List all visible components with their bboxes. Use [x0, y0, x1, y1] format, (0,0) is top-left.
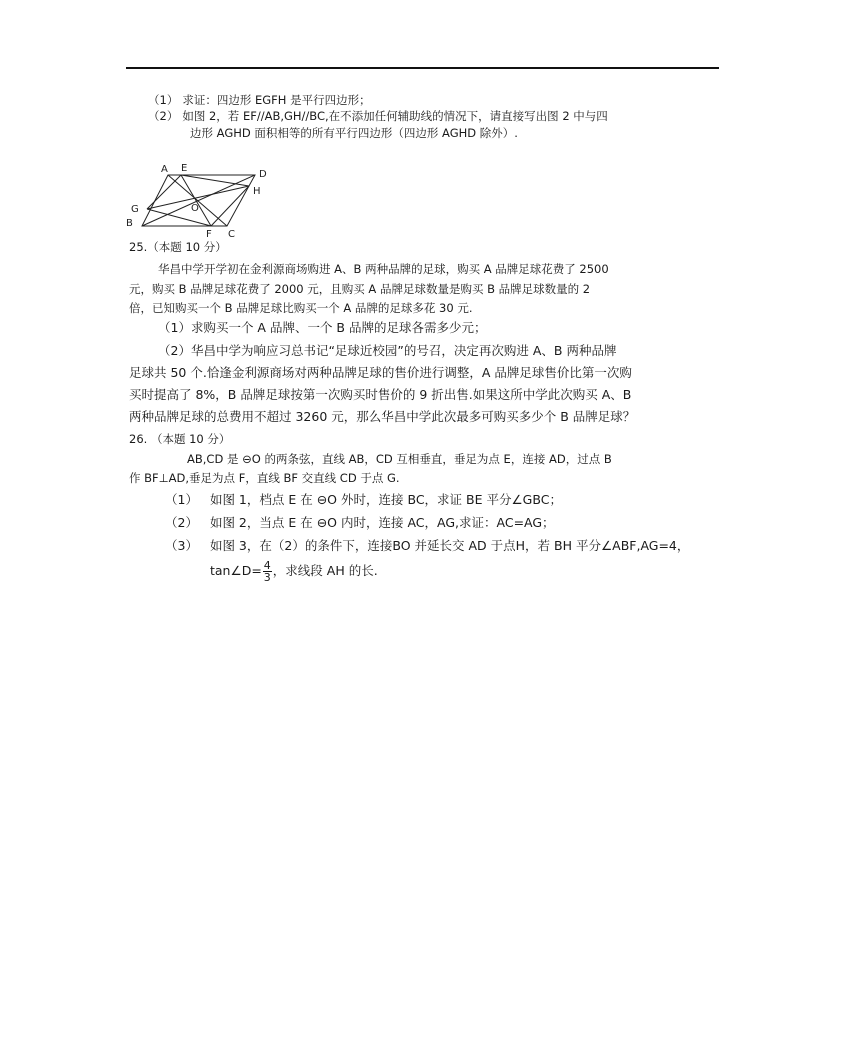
part-text: ，求线段 AH 的长. [272, 563, 378, 578]
q25-line-1: 华昌中学开学初在金利源商场购进 A、B 两种品牌的足球，购买 A 品牌足球花费了 2500 [158, 262, 609, 276]
fraction-denominator: 3 [263, 571, 271, 584]
label-a: A [161, 164, 168, 175]
label-g: G [131, 204, 139, 215]
label-b: B [126, 218, 133, 229]
q26-part2 [165, 515, 555, 531]
label-c: C [228, 229, 235, 240]
q25-part1: （1）求购买一个 A 品牌、一个 B 品牌的足球各需多少元； [158, 320, 487, 335]
q25-header: 25.（本题 10 分） [129, 240, 227, 254]
q25-part2-line-3: 买时提高了 8%，B 品牌足球按第一次购买时售价的 9 折出售.如果这所中学此次购买 A、B [129, 387, 632, 402]
q26-part3-cont [210, 558, 378, 584]
q26-line-2: 作 BF⊥AD,垂足为点 F，直线 BF 交直线 CD 于点 G. [129, 471, 400, 485]
part-number: （2） [148, 109, 179, 123]
q24-part2-cont: 边形 AGHD 面积相等的所有平行四边形（四边形 AGHD 除外）. [190, 126, 518, 140]
part-text: 如图 1，档点 E 在 ⊖O 外时，连接 BC，求证 BE 平分∠GBC； [209, 492, 562, 507]
geometry-figure [124, 160, 284, 242]
q26-line-1: AB,CD 是 ⊖O 的两条弦，直线 AB，CD 互相垂直，垂足为点 E，连接 AD，过点 B [187, 452, 612, 466]
fraction [263, 560, 272, 583]
q24-part2 [148, 108, 608, 124]
fraction-numerator: 4 [263, 559, 271, 572]
part-text: 如图 2，若 EF//AB,GH//BC,在不添加任何辅助线的情况下，请直接写出图 2 中与四 [182, 109, 608, 123]
part-text: 如图 2，当点 E 在 ⊖O 内时，连接 AC，AG,求证：AC=AG； [209, 515, 555, 530]
q25-line-2: 元，购买 B 品牌足球花费了 2000 元，且购买 A 品牌足球数量是购买 B 品牌足球数量的 2 [129, 282, 591, 296]
part-number: （3） [165, 538, 198, 553]
part-number: （1） [148, 93, 179, 107]
q26-header: 26. （本题 10 分） [129, 432, 231, 446]
label-h: H [253, 186, 261, 197]
label-f: F [206, 229, 212, 240]
q26-part3 [165, 538, 689, 554]
label-d: D [259, 169, 267, 180]
part-number: （2） [165, 515, 198, 530]
part-text: 求证：四边形 EGFH 是平行四边形； [182, 93, 371, 107]
q25-part2-line-4: 两种品牌足球的总费用不超过 3260 元，那么华昌中学此次最多可购买多少个 B 品牌足球？ [129, 409, 636, 424]
q25-part2-line-2: 足球共 50 个.恰逢金利源商场对两种品牌足球的售价进行调整，A 品牌足球售价比第一次购 [129, 365, 632, 380]
part-number: （1） [165, 492, 198, 507]
part-text: 如图 3，在（2）的条件下，连接BO 并延长交 AD 于点H，若 BH 平分∠ABF,AG=4， [209, 538, 690, 553]
diagonal-bd [142, 175, 255, 226]
q24-part1 [148, 92, 371, 108]
segment-eg [147, 175, 181, 209]
q25-part2-line-1: （2）华昌中学为响应习总书记“足球近校园”的号召，决定再次购进 A、B 两种品牌 [158, 343, 617, 358]
header-rule [126, 67, 719, 69]
segment-gf [147, 209, 211, 226]
q25-line-3: 倍，已知购买一个 B 品牌足球比购买一个 A 品牌的足球多花 30 元. [129, 301, 473, 315]
label-o: O [191, 203, 199, 214]
label-e: E [181, 163, 188, 174]
tan-expression: tan∠D= [210, 563, 262, 578]
q26-part1 [165, 492, 562, 508]
segment-eh [181, 175, 249, 186]
